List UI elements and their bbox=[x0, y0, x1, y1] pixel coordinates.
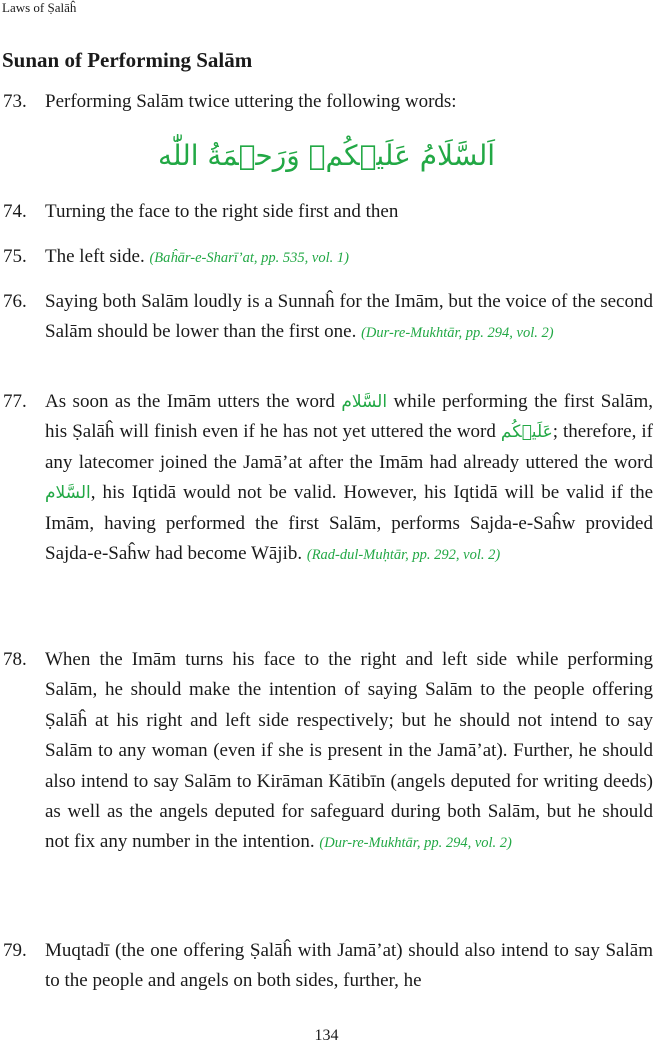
item-text: Performing Salām twice uttering the following words: bbox=[45, 91, 457, 112]
arabic-word-alaykum: عَلَيۡكُم bbox=[500, 422, 553, 443]
reference-citation: (Baĥār-e-Sharī’at, pp. 535, vol. 1) bbox=[149, 250, 349, 266]
item-number: 78. bbox=[3, 649, 27, 670]
arabic-word-assalam: السَّلام bbox=[341, 392, 388, 412]
running-header: Laws of Ṣalāĥ bbox=[2, 0, 77, 15]
reference-citation: (Rad-dul-Muḥtār, pp. 292, vol. 2) bbox=[306, 547, 501, 564]
item-number: 74. bbox=[3, 201, 27, 222]
item-text: Muqtadī (the one offering Ṣalāĥ with Jamā’at) should also intend to say Salām to the people and angels on both sides, further, he bbox=[45, 940, 653, 992]
item-text-part: ; therefore, if any latecomer joined the Jamā’at after the Imām had already uttered the word bbox=[45, 421, 653, 473]
arabic-word-assalam: السَّلام bbox=[45, 483, 91, 504]
item-text: When the Imām turns his face to the right and left side while performing Salām, he should make the intention of saying Salām to the people offering Ṣalāĥ at his right and left side respectively; but he should not intend to say Salām to any woman (even if she is present in the Jamā’at). Further, he should also intend to say Salām to Kirāman Kātibīn (angels deputed for writing deeds) as well as the angels deputed for safeguard during both Salām, but he should not fix any number in the intention. bbox=[45, 649, 653, 853]
item-number: 75. bbox=[3, 246, 27, 267]
item-number: 76. bbox=[3, 291, 27, 312]
reference-citation: (Dur-re-Mukhtār, pp. 294, vol. 2) bbox=[319, 835, 512, 852]
item-text: Saying both Salām loudly is a Sunnaĥ for the Imām, but the voice of the second Salām should be lower than the first one. bbox=[45, 291, 653, 343]
list-item-75 bbox=[3, 242, 653, 273]
item-text-part: while performing the first Salām, his Ṣalāĥ will finish even if he has not yet uttered the word bbox=[45, 391, 653, 443]
list-item-77 bbox=[3, 387, 653, 570]
item-text: The left side. bbox=[45, 246, 145, 267]
list-item-73 bbox=[3, 87, 653, 117]
item-text: Turning the face to the right side first and then bbox=[45, 201, 399, 222]
item-text-part: As soon as the Imām utters the word bbox=[45, 391, 342, 412]
item-number: 79. bbox=[3, 940, 27, 961]
page-number: 134 bbox=[314, 1027, 339, 1044]
item-number: 73. bbox=[3, 91, 27, 112]
list-item-79 bbox=[3, 936, 653, 997]
item-number: 77. bbox=[3, 391, 27, 412]
reference-citation: (Dur-re-Mukhtār, pp. 294, vol. 2) bbox=[361, 325, 554, 342]
item-text-part: , his Iqtidā would not be valid. However, his Iqtidā will be valid if the Imām, having performed the first Salām, performs Sajda-e-Saĥw provided Sajda-e-Saĥw had become Wājib. bbox=[45, 482, 653, 565]
arabic-salam-phrase: اَلسَّلَامُ عَلَيۡكُمۡ وَرَحۡمَةُ اللّٰه bbox=[157, 139, 496, 172]
list-item-76 bbox=[3, 287, 653, 349]
list-item-74 bbox=[3, 197, 653, 227]
list-item-78 bbox=[3, 645, 653, 859]
section-heading: Sunan of Performing Salām bbox=[2, 48, 253, 72]
